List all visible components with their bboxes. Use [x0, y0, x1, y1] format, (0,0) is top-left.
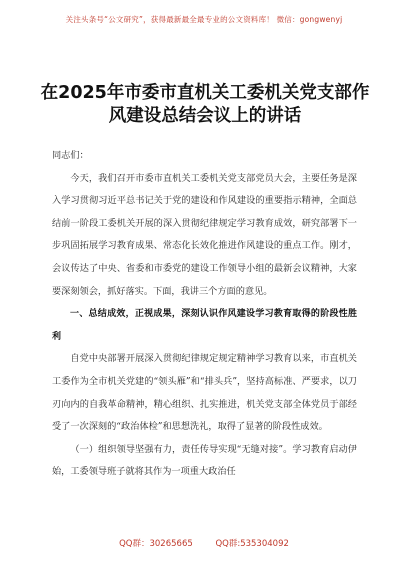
- paragraph: 今天，我们召开市委市直机关工委机关党支部党员大会，主要任务是深入学习贯彻习近平总书记关于党的建设和作风建设的重要指示精神，全面总结前一阶段工委机关开展的深入贯彻纪律规定学习教育成效，研究部署下一步巩固拓展学习教育成果、常态化长效化推进作风建设的重点工作。刚才，会议传达了中央、省委和市委党的建设工作领导小组的最新会议精神，大家要深刻领会，抓好落实。下面，我讲三个方面的意见。: [52, 172, 357, 297]
- section-heading: 一、总结成效，正视成果，深刻认识作风建设学习教育取得的阶段性胜利: [52, 309, 357, 342]
- paragraph: （一）组织领导坚强有力，责任传导实现“无缝对接”。学习教育启动伊始，工委领导班子就将其作为一项重大政治任: [52, 443, 357, 478]
- paragraph: 自党中央部署开展深入贯彻纪律规定规定精神学习教育以来，市直机关工委作为全市机关党建的“领头雁”和“排头兵”，坚持高标准、严要求，以刀刃向内的自我革命精神，精心组织、扎实推进，机关党支部全体党员于部经受了一次深刻的“政治体检”和思想洗礼，取得了显著的阶段性成效。: [52, 353, 357, 433]
- greeting: 同志们：: [52, 150, 89, 161]
- footer-qq-group-1: QQ群：30265665: [119, 539, 193, 549]
- header-note: 关注头条号“公文研究”，获得最新最全最专业的公文资料库！ 微信：gongwenyj: [65, 15, 343, 24]
- document-title: 在2025年市委市直机关工委机关党支部作风建设总结会议上的讲话: [40, 83, 370, 126]
- document-body: [52, 145, 357, 484]
- footer-qq-group-2: QQ群:535304092: [215, 539, 289, 549]
- footer: [0, 537, 408, 549]
